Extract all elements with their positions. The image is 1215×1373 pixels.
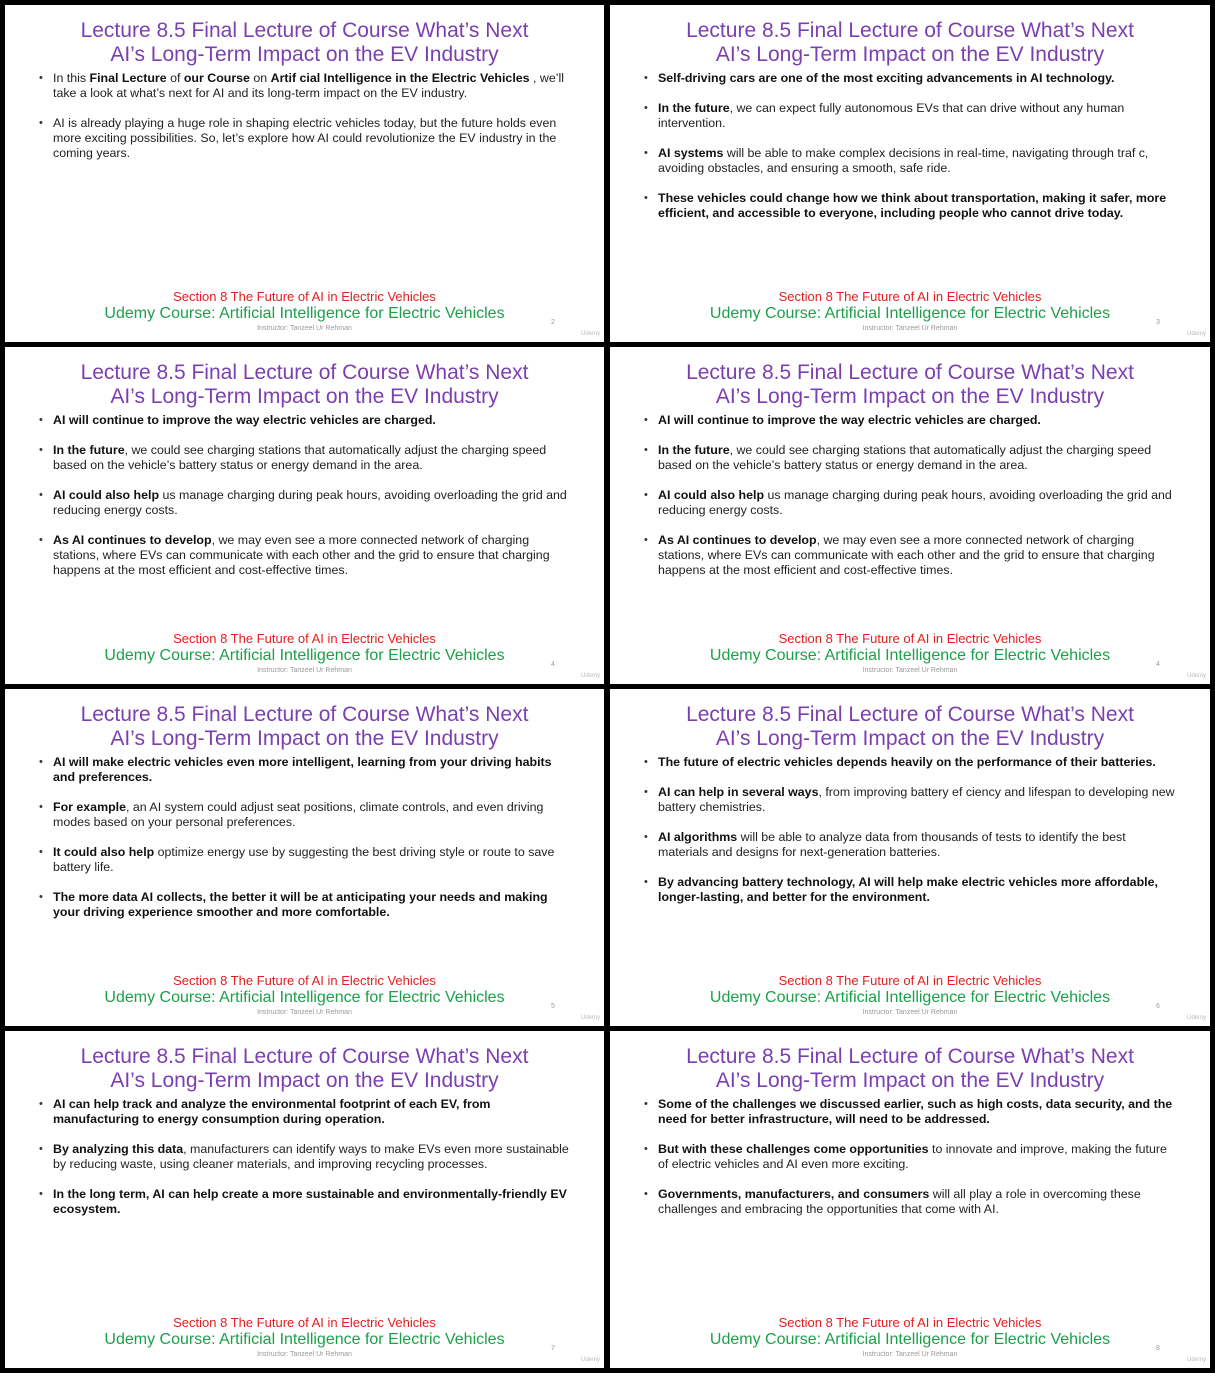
- bullet-emphasis: AI algorithms: [658, 830, 738, 844]
- page-number: 6: [1156, 1003, 1160, 1010]
- bullet-text: In this: [53, 71, 90, 85]
- bullet-emphasis: By advancing battery technology, AI will help make electric vehicles more affordable, longer-lasting, and better for the environment.: [658, 875, 1158, 904]
- bullet-item: [39, 71, 572, 101]
- bullet-list: [39, 1097, 572, 1232]
- slide-title-line1: Lecture 8.5 Final Lecture of Course What’s Next: [80, 19, 529, 42]
- slide-title-line1: Lecture 8.5 Final Lecture of Course What’s Next: [686, 1045, 1134, 1068]
- slide-4: [5, 347, 604, 684]
- slide-title: [5, 1045, 604, 1093]
- section-label: Section 8 The Future of AI in Electric Vehicles: [778, 973, 1042, 988]
- bullet-text: of: [166, 71, 184, 85]
- page-number: 4: [551, 661, 555, 668]
- bullet-list: [644, 1097, 1178, 1232]
- udemy-watermark: Udemy: [580, 1015, 600, 1021]
- bullet-item: [39, 1097, 572, 1127]
- slide-4-duplicate: [610, 347, 1210, 684]
- bullet-text: us manage charging during peak hours, avoiding overloading the grid and reducing energy costs.: [53, 488, 567, 517]
- slide-title-line2: AI’s Long-Term Impact on the EV Industry: [715, 1069, 1105, 1092]
- instructor-label: Instructor: Tanzeel Ur Rehman: [862, 1009, 958, 1016]
- course-label: Udemy Course: Artificial Intelligence for Electric Vehicles: [709, 647, 1111, 664]
- instructor-label: Instructor: Tanzeel Ur Rehman: [862, 667, 958, 674]
- bullet-item: [644, 146, 1178, 176]
- bullet-emphasis: AI will make electric vehicles even more intelligent, learning from your driving habits and preferences.: [53, 755, 552, 784]
- slide-7: [5, 1031, 604, 1368]
- bullet-text: , from improving battery ef ciency and lifespan to developing new battery chemistries.: [658, 785, 1175, 814]
- bullet-item: [39, 1142, 572, 1172]
- bullet-emphasis: AI systems: [658, 146, 724, 160]
- page-number: 3: [1156, 319, 1160, 326]
- slide-title-line1: Lecture 8.5 Final Lecture of Course What’s Next: [686, 703, 1134, 726]
- instructor-label: Instructor: Tanzeel Ur Rehman: [257, 667, 352, 674]
- bullet-item: [644, 755, 1178, 770]
- slide-title-line2: AI’s Long-Term Impact on the EV Industry: [715, 727, 1105, 750]
- bullet-emphasis: AI could also help: [658, 488, 765, 502]
- slide-title: [610, 361, 1210, 409]
- section-label: Section 8 The Future of AI in Electric Vehicles: [778, 289, 1042, 304]
- slide-title: [610, 1045, 1210, 1093]
- bullet-item: [39, 533, 572, 578]
- bullet-emphasis: The future of electric vehicles depends heavily on the performance of their batteries.: [658, 755, 1156, 769]
- slide-title-line1: Lecture 8.5 Final Lecture of Course What’s Next: [686, 19, 1134, 42]
- bullet-list: [39, 413, 572, 593]
- bullet-list: [644, 755, 1178, 920]
- bullet-text: , we’ll take a look at what’s next for AI and its long-term impact on the EV industry.: [53, 71, 564, 100]
- course-label: Udemy Course: Artificial Intelligence for Electric Vehicles: [709, 989, 1111, 1006]
- slide-title-line2: AI’s Long-Term Impact on the EV Industry: [110, 1069, 499, 1092]
- bullet-list: [39, 71, 572, 176]
- bullet-item: [644, 785, 1178, 815]
- bullet-item: [644, 101, 1178, 131]
- slide-3: [610, 5, 1210, 342]
- bullet-emphasis: As AI continues to develop: [53, 533, 212, 547]
- slide-title-line1: Lecture 8.5 Final Lecture of Course What’s Next: [80, 1045, 529, 1068]
- bullet-emphasis: But with these challenges come opportunities: [658, 1142, 929, 1156]
- bullet-text: AI is already playing a huge role in shaping electric vehicles today, but the future holds even more exciting possibilities. So, let’s explore how AI could revolutionize the EV industry in the coming years.: [53, 116, 557, 160]
- section-label: Section 8 The Future of AI in Electric Vehicles: [173, 973, 436, 988]
- page-number: 5: [551, 1003, 555, 1010]
- slide-title-line1: Lecture 8.5 Final Lecture of Course What’s Next: [80, 361, 529, 384]
- page-number: 7: [551, 1345, 555, 1352]
- udemy-watermark: Udemy: [1186, 331, 1206, 337]
- bullet-item: [39, 890, 572, 920]
- page-number: 8: [1156, 1345, 1160, 1352]
- udemy-watermark: Udemy: [1186, 1015, 1206, 1021]
- section-label: Section 8 The Future of AI in Electric Vehicles: [173, 289, 436, 304]
- bullet-emphasis: In the future: [53, 443, 125, 457]
- course-label: Udemy Course: Artificial Intelligence for Electric Vehicles: [104, 647, 505, 664]
- course-label: Udemy Course: Artificial Intelligence for Electric Vehicles: [104, 989, 505, 1006]
- bullet-item: [644, 1142, 1178, 1172]
- bullet-text: to innovate and improve, making the future of electric vehicles and AI even more exciting.: [658, 1142, 1167, 1171]
- course-label: Udemy Course: Artificial Intelligence for Electric Vehicles: [104, 305, 505, 322]
- bullet-emphasis: In the future: [658, 443, 730, 457]
- bullet-emphasis: AI can help in several ways: [658, 785, 819, 799]
- slide-title: [5, 19, 604, 67]
- section-label: Section 8 The Future of AI in Electric Vehicles: [173, 631, 436, 646]
- udemy-watermark: Udemy: [1186, 1357, 1206, 1363]
- bullet-emphasis: AI will continue to improve the way electric vehicles are charged.: [658, 413, 1041, 427]
- bullet-emphasis: AI could also help: [53, 488, 160, 502]
- bullet-emphasis: For example: [53, 800, 126, 814]
- bullet-emphasis: The more data AI collects, the better it will be at anticipating your needs and making your driving experience smoother and more comfortable.: [53, 890, 548, 919]
- bullet-emphasis: Artif cial Intelligence in the Electric Vehicles: [270, 71, 530, 85]
- slide-title-line1: Lecture 8.5 Final Lecture of Course What’s Next: [80, 703, 529, 726]
- bullet-item: [39, 1187, 572, 1217]
- bullet-emphasis: AI can help track and analyze the environmental footprint of each EV, from manufacturing to energy consumption during operation.: [53, 1097, 491, 1126]
- bullet-text: will be able to make complex decisions in real-time, navigating through traf c, avoiding obstacles, and ensuring a smooth, safe ride.: [658, 146, 1149, 175]
- bullet-emphasis: By analyzing this data: [53, 1142, 184, 1156]
- udemy-watermark: Udemy: [580, 331, 600, 337]
- bullet-text: , we may even see a more connected network of charging stations, where EVs can communicate with each other and the grid to ensure that charging happens at the most efficient and cost-effective times.: [53, 533, 550, 577]
- bullet-item: [644, 1097, 1178, 1127]
- section-label: Section 8 The Future of AI in Electric Vehicles: [778, 631, 1042, 646]
- bullet-text: , we could see charging stations that automatically adjust the charging speed based on the vehicle’s battery status or energy demand in the area.: [658, 443, 1152, 472]
- bullet-emphasis: It could also help: [53, 845, 155, 859]
- bullet-emphasis: Governments, manufacturers, and consumers: [658, 1187, 930, 1201]
- bullet-text: , we could see charging stations that automatically adjust the charging speed based on the vehicle’s battery status or energy demand in the area.: [53, 443, 547, 472]
- bullet-item: [644, 71, 1178, 86]
- slide-6: [610, 689, 1210, 1026]
- bullet-text: optimize energy use by suggesting the best driving style or route to save battery life.: [53, 845, 555, 874]
- course-label: Udemy Course: Artificial Intelligence for Electric Vehicles: [104, 1331, 505, 1348]
- slide-title-line2: AI’s Long-Term Impact on the EV Industry: [110, 727, 499, 750]
- bullet-item: [39, 488, 572, 518]
- bullet-item: [644, 488, 1178, 518]
- bullet-text: , we can expect fully autonomous EVs that can drive without any human intervention.: [658, 101, 1125, 130]
- section-label: Section 8 The Future of AI in Electric Vehicles: [778, 1315, 1042, 1330]
- bullet-emphasis: Self-driving cars are one of the most exciting advancements in AI technology.: [658, 71, 1115, 85]
- course-label: Udemy Course: Artificial Intelligence for Electric Vehicles: [709, 1331, 1111, 1348]
- udemy-watermark: Udemy: [1186, 673, 1206, 679]
- bullet-item: [644, 875, 1178, 905]
- page-number: 2: [551, 319, 555, 326]
- slide-title: [610, 19, 1210, 67]
- bullet-item: [39, 755, 572, 785]
- bullet-emphasis: Some of the challenges we discussed earlier, such as high costs, data security, and the need for better infrastructure, will need to be addressed.: [658, 1097, 1173, 1126]
- instructor-label: Instructor: Tanzeel Ur Rehman: [862, 325, 958, 332]
- bullet-list: [39, 755, 572, 935]
- bullet-item: [644, 443, 1178, 473]
- bullet-emphasis: our Course: [183, 71, 250, 85]
- bullet-text: , manufacturers can identify ways to make EVs even more sustainable by reducing waste, using cleaner materials, and improving recycling processes.: [53, 1142, 569, 1171]
- slide-5: [5, 689, 604, 1026]
- bullet-text: , an AI system could adjust seat positions, climate controls, and even driving modes based on your personal preferences.: [53, 800, 544, 829]
- bullet-emphasis: As AI continues to develop: [658, 533, 817, 547]
- bullet-list: [644, 413, 1178, 593]
- bullet-emphasis: Final Lecture: [89, 71, 167, 85]
- bullet-text: us manage charging during peak hours, avoiding overloading the grid and reducing energy costs.: [658, 488, 1172, 517]
- bullet-item: [644, 413, 1178, 428]
- instructor-label: Instructor: Tanzeel Ur Rehman: [257, 325, 352, 332]
- bullet-item: [39, 845, 572, 875]
- bullet-item: [39, 443, 572, 473]
- instructor-label: Instructor: Tanzeel Ur Rehman: [257, 1351, 352, 1358]
- slide-title-line1: Lecture 8.5 Final Lecture of Course What’s Next: [686, 361, 1134, 384]
- slide-title-line2: AI’s Long-Term Impact on the EV Industry: [110, 385, 499, 408]
- bullet-item: [39, 413, 572, 428]
- bullet-text: will be able to analyze data from thousands of tests to identify the best materials and designs for next-generation batteries.: [658, 830, 1126, 859]
- slide-title: [5, 703, 604, 751]
- slide-title-line2: AI’s Long-Term Impact on the EV Industry: [110, 43, 499, 66]
- bullet-text: will all play a role in overcoming these challenges and embracing the opportunities that come with AI.: [658, 1187, 1141, 1216]
- bullet-emphasis: In the long term, AI can help create a more sustainable and environmentally-friendly EV ecosystem.: [53, 1187, 567, 1216]
- slide-title: [5, 361, 604, 409]
- bullet-text: on: [249, 71, 271, 85]
- bullet-emphasis: AI will continue to improve the way electric vehicles are charged.: [53, 413, 436, 427]
- slide-title-line2: AI’s Long-Term Impact on the EV Industry: [715, 385, 1105, 408]
- instructor-label: Instructor: Tanzeel Ur Rehman: [862, 1351, 958, 1358]
- slide-title: [610, 703, 1210, 751]
- udemy-watermark: Udemy: [580, 1357, 600, 1363]
- section-label: Section 8 The Future of AI in Electric Vehicles: [173, 1315, 436, 1330]
- slide-2: [5, 5, 604, 342]
- udemy-watermark: Udemy: [580, 673, 600, 679]
- bullet-emphasis: These vehicles could change how we think about transportation, making it safer, more efficient, and accessible to everyone, including people who cannot drive today.: [658, 191, 1167, 220]
- page-number: 4: [1156, 661, 1160, 668]
- slide-8: [610, 1031, 1210, 1368]
- bullet-item: [644, 1187, 1178, 1217]
- bullet-item: [644, 533, 1178, 578]
- bullet-item: [644, 191, 1178, 221]
- bullet-item: [39, 116, 572, 161]
- bullet-list: [644, 71, 1178, 236]
- bullet-item: [39, 800, 572, 830]
- instructor-label: Instructor: Tanzeel Ur Rehman: [257, 1009, 352, 1016]
- course-label: Udemy Course: Artificial Intelligence for Electric Vehicles: [709, 305, 1111, 322]
- slide-title-line2: AI’s Long-Term Impact on the EV Industry: [715, 43, 1105, 66]
- bullet-item: [644, 830, 1178, 860]
- bullet-emphasis: In the future: [658, 101, 730, 115]
- bullet-text: , we may even see a more connected network of charging stations, where EVs can communicate with each other and the grid to ensure that charging happens at the most efficient and cost-effective times.: [658, 533, 1155, 577]
